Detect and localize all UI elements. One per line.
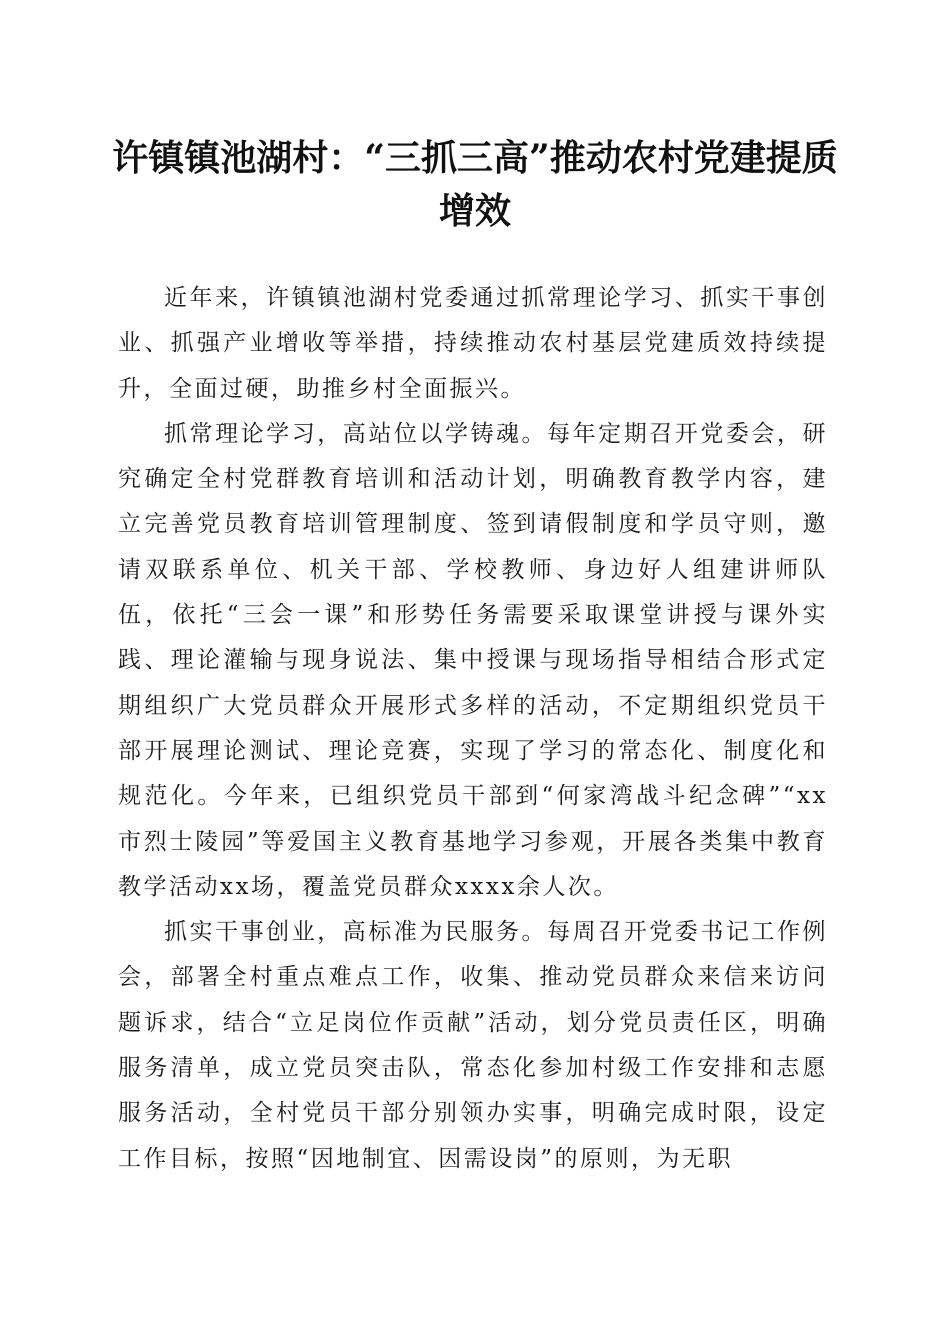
document-title: 许镇镇池湖村：“三抓三高”推动农村党建提质增效 [112,137,838,232]
document-body [118,276,828,1182]
paragraph-service: 抓实干事创业，高标准为民服务。每周召开党委书记工作例会，部署全村重点难点工作，收集、推动党员群众来信来访问题诉求，结合“立足岗位作贡献”活动，划分党员责任区，明确服务清单，成立党员突击队，常态化参加村级工作安排和志愿服务活动，全村党员干部分别领办实事，明确完成时限，设定工作目标，按照“因地制宜、因需设岗”的原则，为无职 [118,919,828,1172]
paragraph-intro: 近年来，许镇镇池湖村党委通过抓常理论学习、抓实干事创业、抓强产业增收等举措，持续推动农村基层党建质效持续提升，全面过硬，助推乡村全面振兴。 [118,285,828,402]
paragraph-theory-study: 抓常理论学习，高站位以学铸魂。每年定期召开党委会，研究确定全村党群教育培训和活动计划，明确教育教学内容，建立完善党员教育培训管理制度、签到请假制度和学员守则，邀请双联系单位、机关干部、学校教师、身边好人组建讲师队伍，依托“三会一课”和形势任务需要采取课堂讲授与课外实践、理论灌输与现身说法、集中授课与现场指导相结合形式定期组织广大党员群众开展形式多样的活动，不定期组织党员干部开展理论测试、理论竞赛，实现了学习的常态化、制度化和规范化。今年来，已组织党员干部到“何家湾战斗纪念碑”“xx市烈士陵园”等爱国主义教育基地学习参观，开展各类集中教育教学活动xx场，覆盖党员群众xxxx余人次。 [118,420,828,900]
